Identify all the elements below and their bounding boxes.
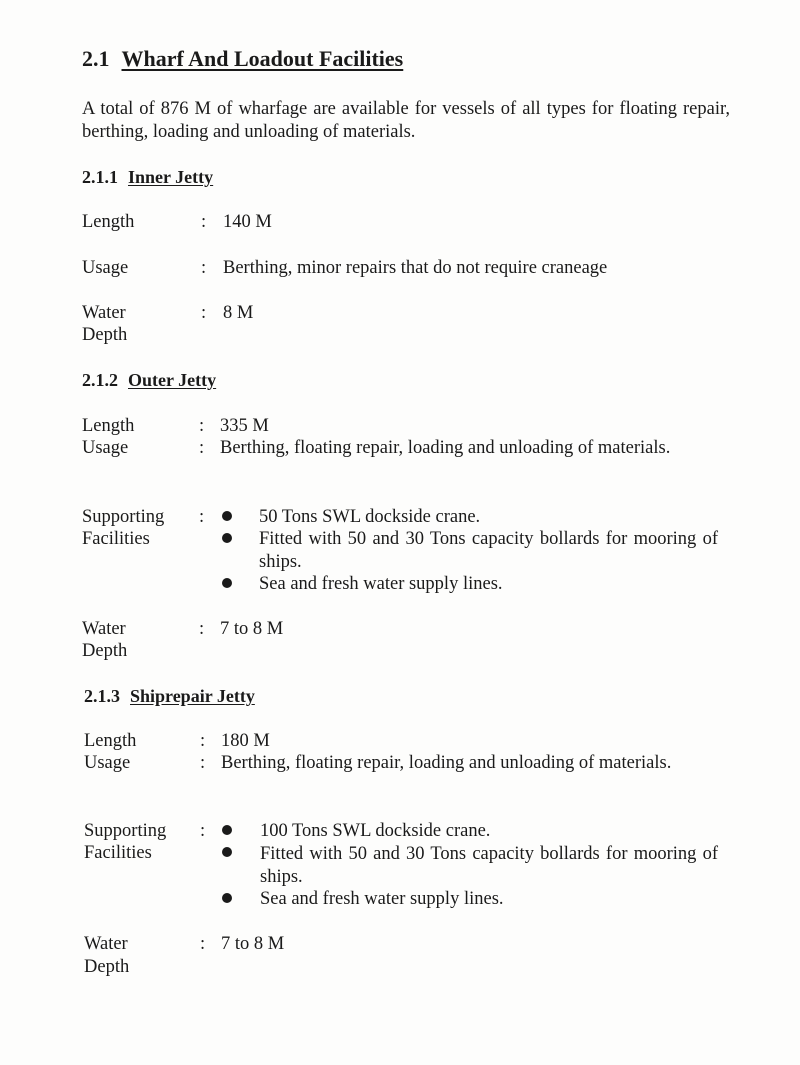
inner-jetty-title: Inner Jetty bbox=[128, 167, 214, 187]
inner-length-label: Length bbox=[82, 212, 135, 232]
shiprepair-supporting-label-1: Supporting bbox=[84, 821, 167, 841]
inner-water-label-1: Water bbox=[82, 303, 126, 323]
shiprepair-usage-value: Berthing, floating repair, loading and unloading of materials. bbox=[221, 753, 672, 773]
outer-water-depth-value: 7 to 8 M bbox=[220, 619, 284, 639]
section-heading bbox=[82, 46, 403, 72]
outer-length-value: 335 M bbox=[220, 416, 269, 436]
outer-length-label: Length bbox=[82, 416, 135, 436]
outer-usage-value: Berthing, floating repair, loading and unloading of materials. bbox=[220, 438, 671, 458]
bullet-icon bbox=[222, 825, 232, 835]
colon: : bbox=[200, 731, 206, 751]
shiprepair-usage-label: Usage bbox=[84, 753, 131, 773]
shiprepair-water-depth-value: 7 to 8 M bbox=[221, 934, 285, 954]
shiprepair-water-label-1: Water bbox=[84, 934, 128, 954]
bullet-icon bbox=[222, 578, 232, 588]
shiprepair-jetty-heading bbox=[84, 686, 255, 707]
colon: : bbox=[201, 258, 207, 278]
shiprepair-water-label-2: Depth bbox=[84, 957, 130, 977]
section-number: 2.1 bbox=[82, 46, 110, 71]
inner-jetty-heading bbox=[82, 167, 213, 188]
colon: : bbox=[199, 507, 205, 527]
colon: : bbox=[201, 212, 207, 232]
shiprepair-length-label: Length bbox=[84, 731, 137, 751]
bullet-icon bbox=[222, 893, 232, 903]
bullet-icon bbox=[222, 847, 232, 857]
section-title: Wharf And Loadout Facilities bbox=[121, 46, 404, 71]
outer-jetty-heading bbox=[82, 370, 216, 391]
outer-supporting-label-2: Facilities bbox=[82, 529, 150, 549]
outer-usage-label: Usage bbox=[82, 438, 129, 458]
outer-facility-item: Sea and fresh water supply lines. bbox=[259, 574, 503, 594]
outer-water-label-1: Water bbox=[82, 619, 126, 639]
colon: : bbox=[200, 934, 206, 954]
shiprepair-facility-item: Fitted with 50 and 30 Tons capacity bollards for mooring of ships. bbox=[260, 844, 718, 887]
inner-length-value: 140 M bbox=[223, 212, 272, 232]
colon: : bbox=[200, 821, 206, 841]
inner-water-label-2: Depth bbox=[82, 325, 128, 345]
colon: : bbox=[200, 753, 206, 773]
shiprepair-facility-item: 100 Tons SWL dockside crane. bbox=[260, 821, 491, 841]
colon: : bbox=[199, 438, 205, 458]
shiprepair-facility-item: Sea and fresh water supply lines. bbox=[260, 889, 504, 909]
bullet-icon bbox=[222, 533, 232, 543]
outer-supporting-label-1: Supporting bbox=[82, 507, 165, 527]
intro-paragraph: A total of 876 M of wharfage are available for vessels of all types for floating repair, berthing, loading and unloading of materials. bbox=[82, 99, 730, 142]
outer-facility-item: 50 Tons SWL dockside crane. bbox=[259, 507, 481, 527]
outer-facility-item: Fitted with 50 and 30 Tons capacity bollards for mooring of ships. bbox=[259, 529, 718, 572]
shiprepair-length-value: 180 M bbox=[221, 731, 270, 751]
outer-jetty-title: Outer Jetty bbox=[128, 370, 217, 390]
shiprepair-jetty-title: Shiprepair Jetty bbox=[130, 686, 255, 706]
inner-usage-label: Usage bbox=[82, 258, 129, 278]
shiprepair-supporting-label-2: Facilities bbox=[84, 843, 152, 863]
shiprepair-jetty-number: 2.1.3 bbox=[84, 686, 120, 706]
inner-water-depth-value: 8 M bbox=[223, 303, 254, 323]
colon: : bbox=[201, 303, 207, 323]
colon: : bbox=[199, 619, 205, 639]
bullet-icon bbox=[222, 511, 232, 521]
inner-jetty-number: 2.1.1 bbox=[82, 167, 118, 187]
outer-water-label-2: Depth bbox=[82, 641, 128, 661]
outer-jetty-number: 2.1.2 bbox=[82, 370, 118, 390]
inner-usage-value: Berthing, minor repairs that do not require craneage bbox=[223, 258, 608, 278]
colon: : bbox=[199, 416, 205, 436]
